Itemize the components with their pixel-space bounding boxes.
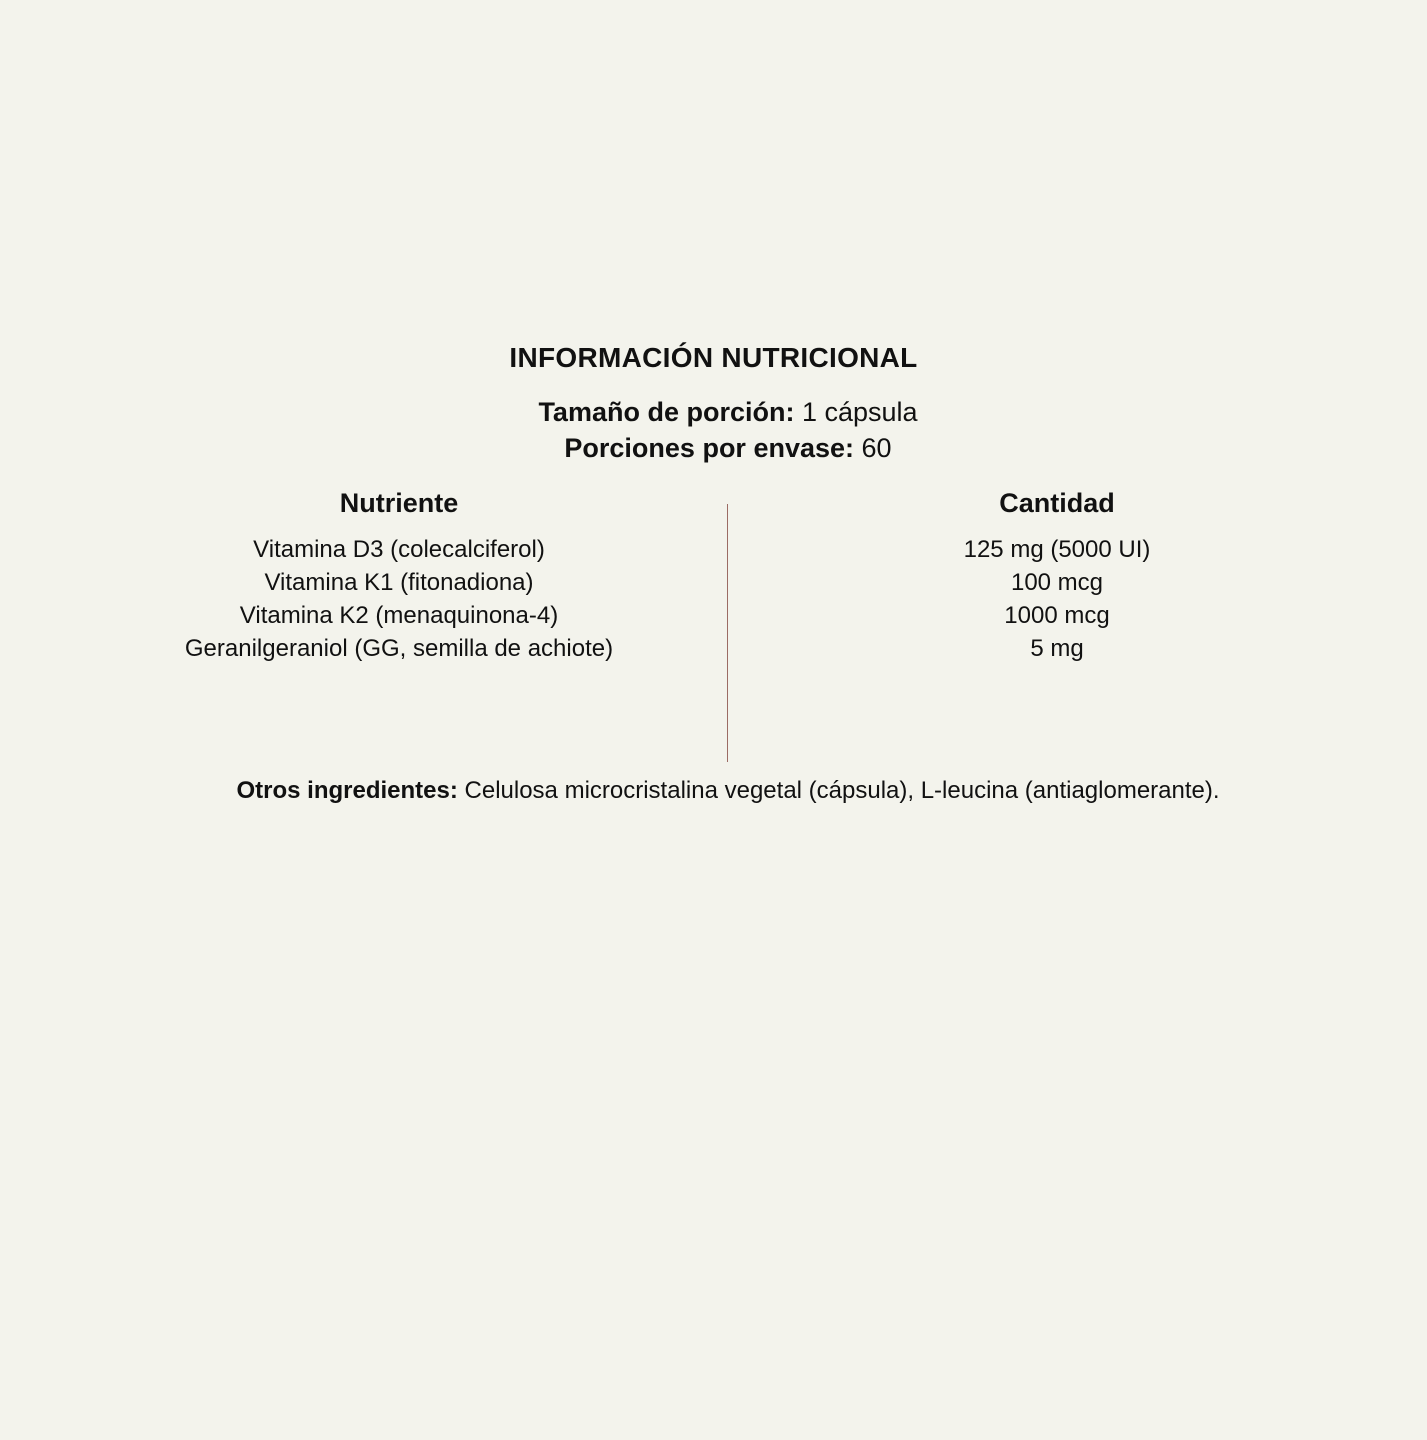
serving-size-value: 1 cápsula: [801, 397, 918, 427]
other-ingredients-label: Otros ingredientes:: [236, 777, 458, 804]
column-divider: [727, 504, 728, 762]
amount-item: 125 mg (5000 UI): [963, 536, 1151, 563]
servings-per-container-label: Porciones por envase:: [564, 433, 855, 463]
amount-item: 100 mcg: [1010, 569, 1104, 596]
nutrient-item: Vitamina D3 (colecalciferol): [253, 536, 545, 563]
servings-per-container-row: [0, 430, 1427, 466]
amount-column: [757, 485, 1357, 665]
other-ingredients: [0, 774, 1427, 807]
serving-size-row: [0, 394, 1427, 430]
amount-item: 1000 mcg: [1004, 602, 1110, 629]
amount-item: 5 mg: [1030, 635, 1084, 662]
nutrient-header: Nutriente: [339, 488, 459, 518]
panel-title: INFORMACIÓN NUTRICIONAL: [509, 342, 918, 373]
other-ingredients-value: Celulosa microcristalina vegetal (cápsula), L-leucina (antiaglomerante).: [464, 777, 1220, 804]
nutrient-item: Vitamina K1 (fitonadiona): [264, 569, 534, 596]
amount-list: [757, 533, 1357, 665]
servings-per-container-value: 60: [861, 433, 892, 463]
nutrient-item: Geranilgeraniol (GG, semilla de achiote): [184, 635, 614, 662]
nutrient-list: [100, 533, 698, 665]
serving-info: [0, 394, 1427, 466]
serving-size-label: Tamaño de porción:: [538, 397, 795, 427]
nutrient-item: Vitamina K2 (menaquinona-4): [239, 602, 559, 629]
nutrient-column: [100, 485, 698, 665]
amount-header: Cantidad: [999, 488, 1115, 518]
